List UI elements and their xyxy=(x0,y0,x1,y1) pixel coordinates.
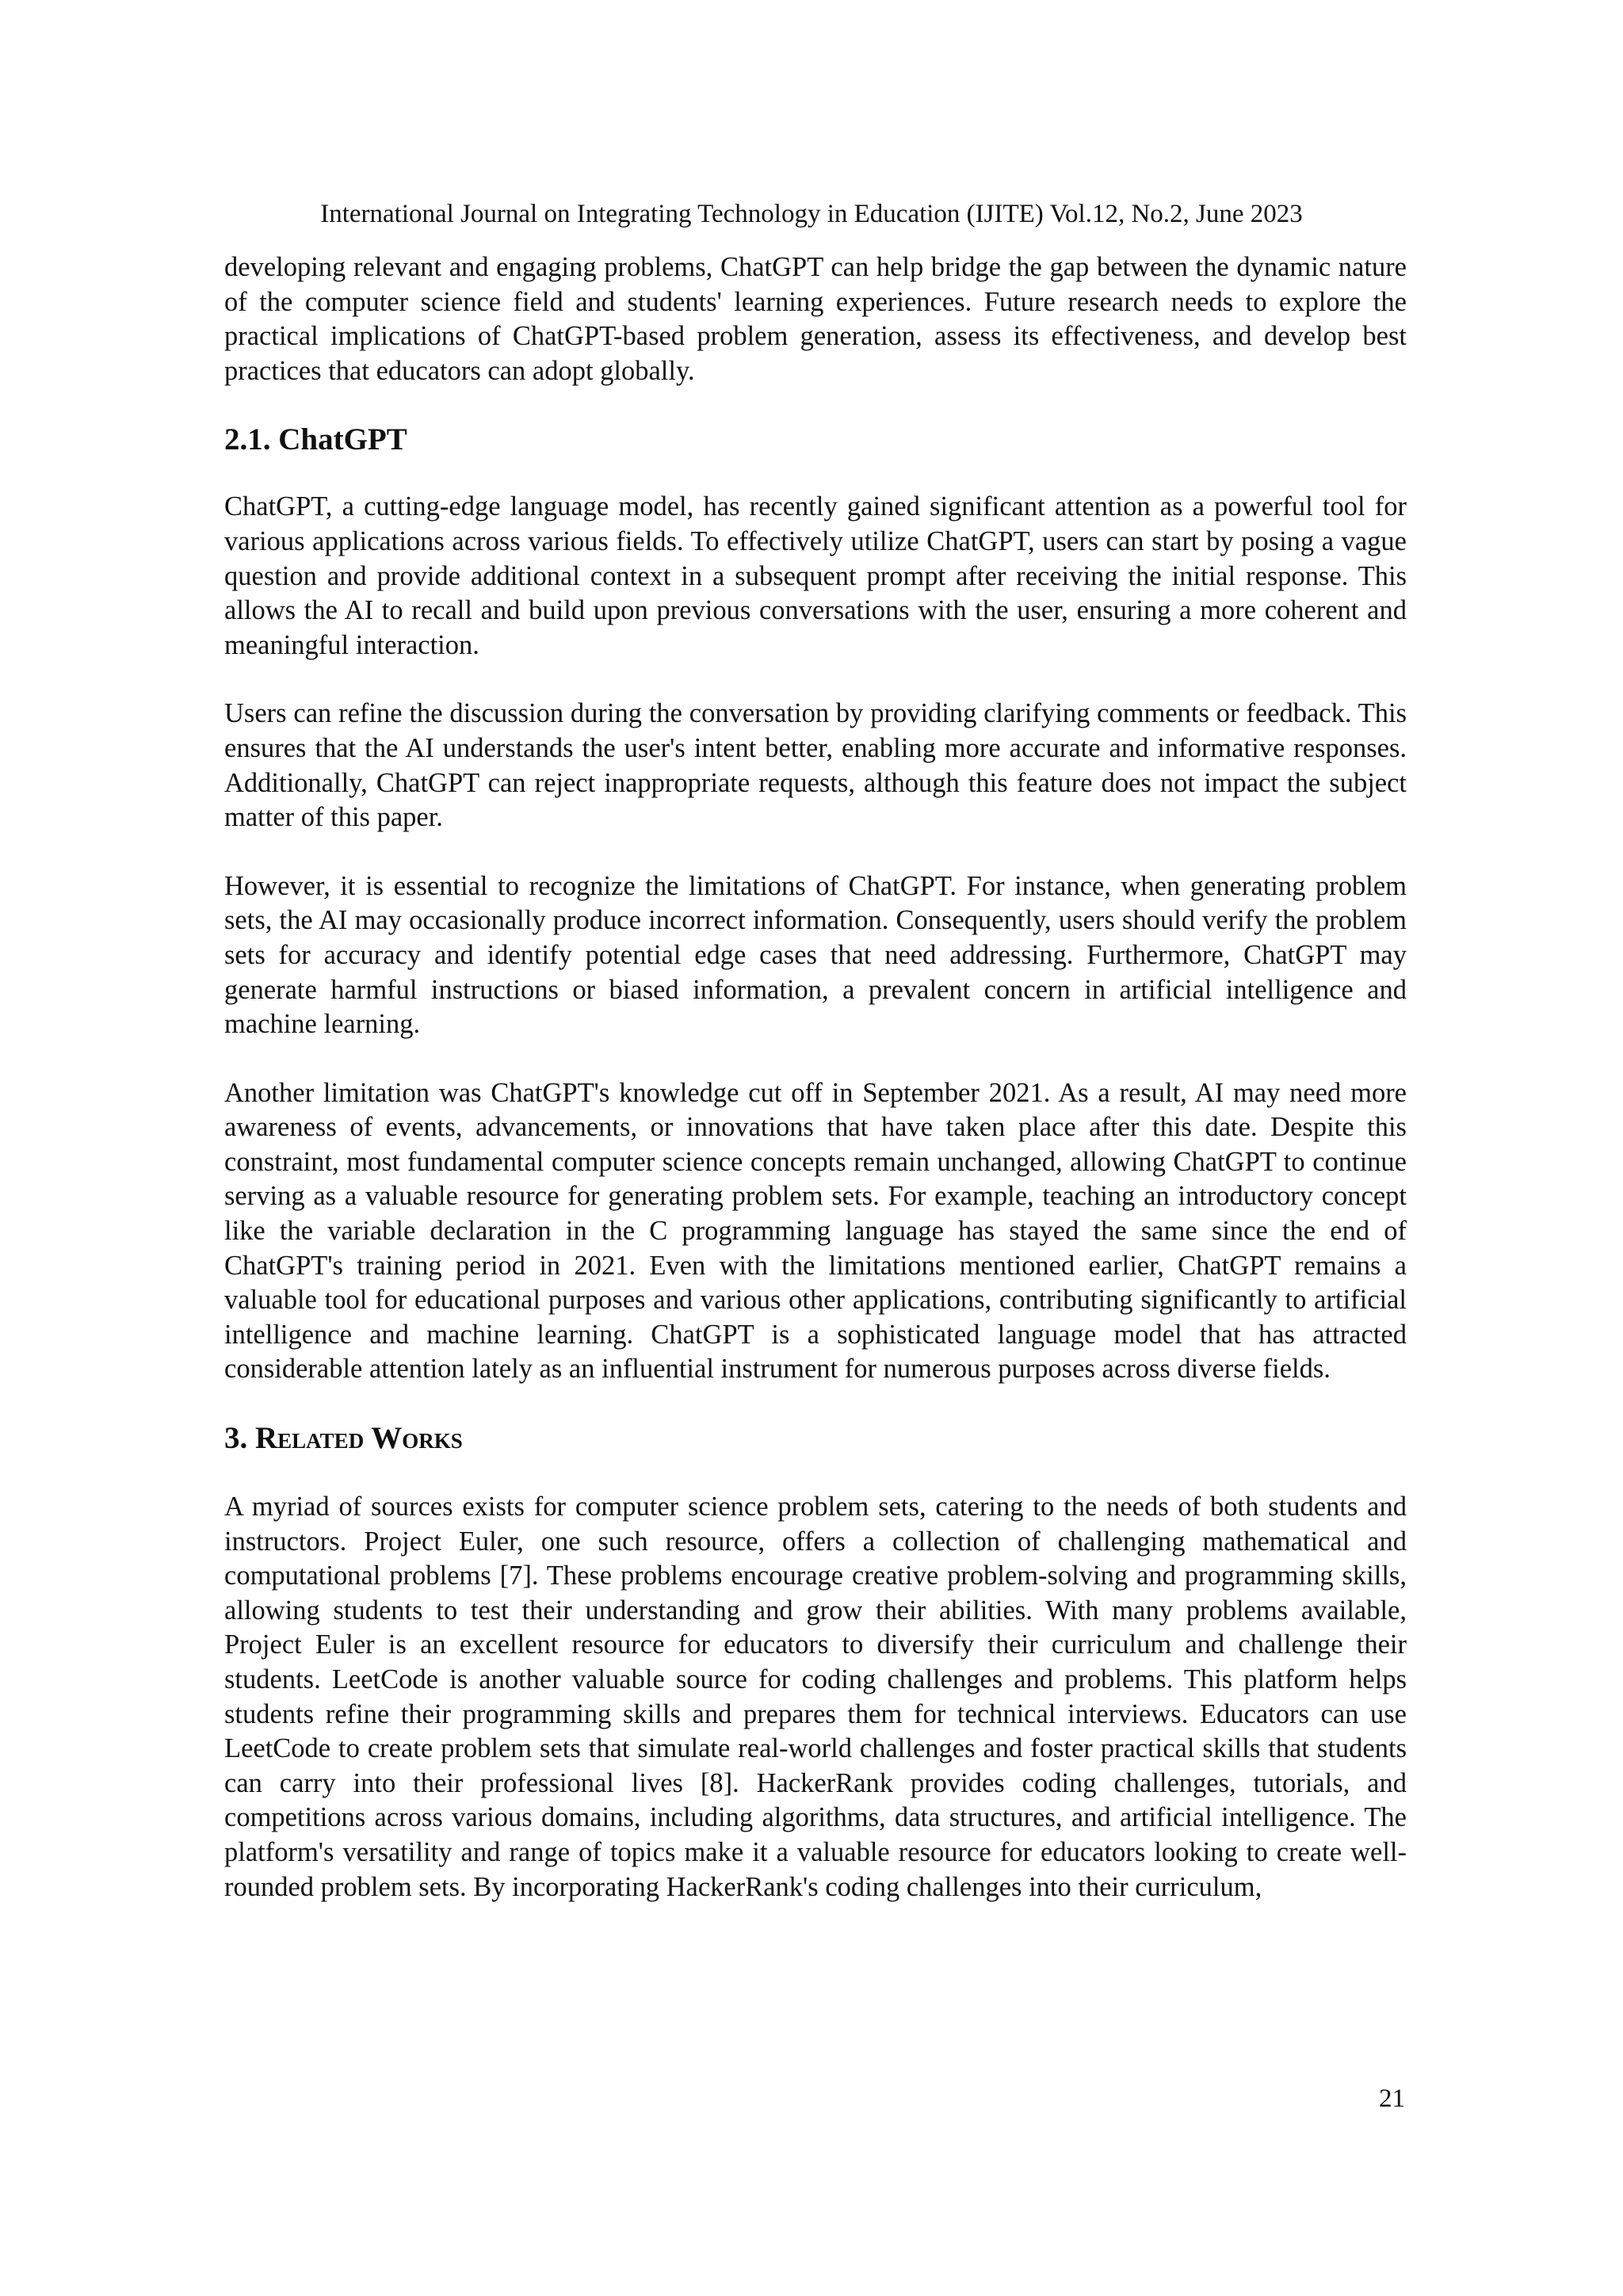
section-heading-3 xyxy=(224,1419,1407,1458)
chatgpt-paragraph-2: Users can refine the discussion during the conversation by providing clarifying comments or feedback. This ensures that the AI understands the user's intent better, enabling more accurate and informative responses. Additionally, ChatGPT can reject inappropriate requests, although this feature does not impact the subject matter of this paper. xyxy=(224,698,1407,833)
chatgpt-paragraph-4: Another limitation was ChatGPT's knowledge cut off in September 2021. As a result, AI may need more awareness of events, advancements, or innovations that have taken place after this date. Despite this constraint, most fundamental computer science concepts remain unchanged, allowing ChatGPT to continue serving as a valuable resource for generating problem sets. For example, teaching an introductory concept like the variable declaration in the C programming language has stayed the same since the end of ChatGPT's training period in 2021. Even with the limitations mentioned earlier, ChatGPT remains a valuable tool for educational purposes and various other applications, contributing significantly to artificial intelligence and machine learning. ChatGPT is a sophisticated language model that has attracted considerable attention lately as an influential instrument for numerous purposes across diverse fields. xyxy=(224,1077,1407,1385)
intro-paragraph: developing relevant and engaging problems, ChatGPT can help bridge the gap between the dynamic nature of the computer science field and students' learning experiences. Future research needs to explore the practical implications of ChatGPT-based problem generation, assess its effectiveness, and develop best practices that educators can adopt globally. xyxy=(224,252,1407,386)
section-title: Related Works xyxy=(255,1421,463,1456)
related-works-paragraph: A myriad of sources exists for computer science problem sets, catering to the needs of both students and instructors. Project Euler, one such resource, offers a collection of challenging mathematical and computational problems [7]. These problems encourage creative problem-solving and programming skills, allowing students to test their understanding and grow their abilities. With many problems available, Project Euler is an excellent resource for educators to diversify their curriculum and challenge their students. LeetCode is another valuable source for coding challenges and problems. This platform helps students refine their programming skills and prepares them for technical interviews. Educators can use LeetCode to create problem sets that simulate real-world challenges and foster practical skills that students can carry into their professional lives [8]. HackerRank provides coding challenges, tutorials, and competitions across various domains, including algorithms, data structures, and artificial intelligence. The platform's versatility and range of topics make it a valuable resource for educators looking to create well-rounded problem sets. By incorporating HackerRank's coding challenges into their curriculum, xyxy=(224,1492,1407,1902)
running-header: International Journal on Integrating Technology in Education (IJITE) Vol.12, No.2, June 2023 xyxy=(320,200,1303,228)
chatgpt-paragraph-3: However, it is essential to recognize the limitations of ChatGPT. For instance, when generating problem sets, the AI may occasionally produce incorrect information. Consequently, users should verify the problem sets for accuracy and identify potential edge cases that need addressing. Furthermore, ChatGPT may generate harmful instructions or biased information, a prevalent concern in artificial intelligence and machine learning. xyxy=(224,870,1407,1040)
page-number: 21 xyxy=(1379,2084,1405,2113)
section-number: 3. xyxy=(224,1421,248,1456)
section-heading-2-1: 2.1. ChatGPT xyxy=(224,422,407,457)
chatgpt-paragraph-1: ChatGPT, a cutting-edge language model, has recently gained significant attention as a powerful tool for various applications across various fields. To effectively utilize ChatGPT, users can start by posing a vague question and provide additional context in a subsequent prompt after receiving the initial response. This allows the AI to recall and build upon previous conversations with the user, ensuring a more coherent and meaningful interaction. xyxy=(224,491,1407,660)
page-body xyxy=(224,250,1407,1904)
